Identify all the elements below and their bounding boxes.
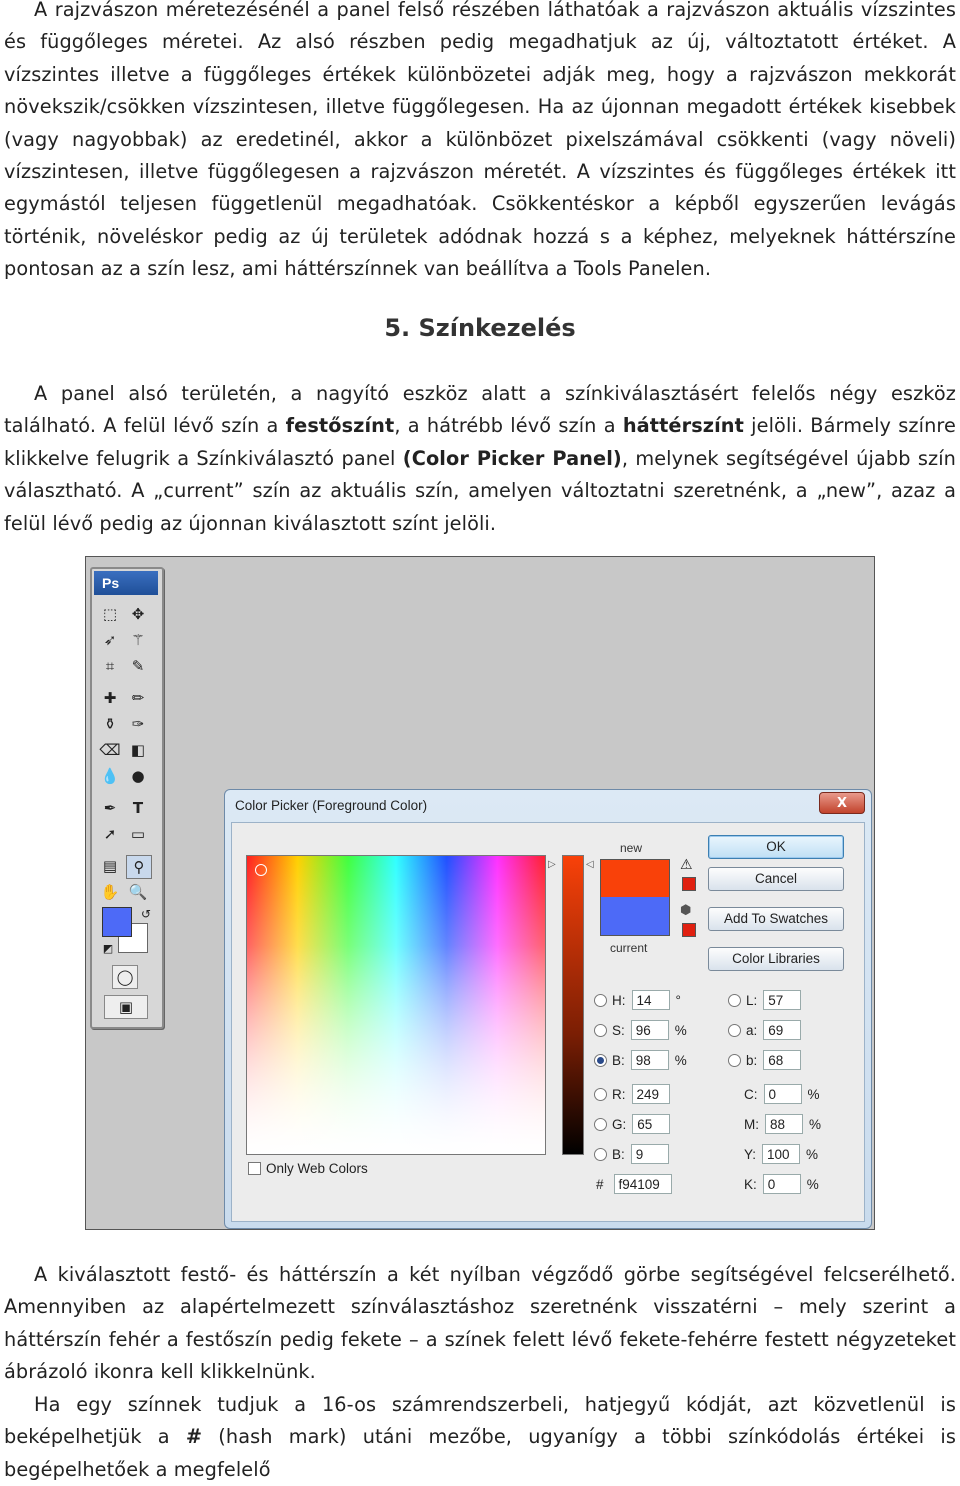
stamp-icon[interactable]: ⚱: [103, 715, 117, 733]
section-heading: 5. Színkezelés: [384, 314, 576, 342]
shape-icon[interactable]: ▭: [130, 825, 146, 843]
black-row: K: 0 %: [744, 1173, 819, 1195]
magenta-input[interactable]: 88: [765, 1114, 803, 1134]
hex-paragraph: Ha egy színnek tudjuk a 16-os számrendszerbeli, hatjegyű kódját, azt közvetlenül is beképelhetjük a # (hash mark) utáni mezőbe, ugyanígy a többi színkódolás értékei is begépelhetőek a megfelelő: [4, 1393, 956, 1481]
zoom-icon[interactable]: 🔍: [128, 883, 148, 901]
quick-mask-icon[interactable]: ◯: [112, 965, 138, 989]
a-radio[interactable]: [728, 1024, 741, 1037]
healing-icon[interactable]: ✚: [103, 689, 117, 707]
current-color-swatch[interactable]: [600, 897, 670, 936]
dialog-title: Color Picker (Foreground Color): [235, 798, 428, 813]
cyan-row: C: 0 %: [744, 1083, 820, 1105]
color-paragraph: A panel alsó területén, a nagyító eszköz alatt a színkiválasztásért felelős négy eszköz található. A felül lévő szín a festőszínt, a hátrébb lévő szín a háttérszínt jelöli. Bármely színre klikkelve felugrik a Színkiválasztó panel (Color Picker Panel), melynek segítségével újabb szín választható. A „current” szín az aktuális szín, amelyen változtatni szeretnénk, a „new”, azaz a felül lévő pedig az újonnan kiválasztott színt jelöli.: [4, 382, 956, 535]
default-colors-icon[interactable]: ◩: [102, 941, 114, 955]
swap-colors-icon[interactable]: ↺: [140, 907, 152, 921]
hex-row: [596, 1173, 672, 1195]
red-input[interactable]: 249: [632, 1084, 670, 1104]
a-row: a: 69: [728, 1019, 801, 1041]
gamut-warning-icon[interactable]: ⚠: [680, 857, 693, 873]
color-picker-term: (Color Picker Panel): [402, 446, 622, 470]
hue-input[interactable]: 14: [632, 990, 670, 1010]
black-input[interactable]: 0: [763, 1174, 801, 1194]
yellow-row: Y: 100 %: [744, 1143, 818, 1165]
intro-paragraph: A rajzvászon méretezésénél a panel felső részében láthatóak a rajzvászon aktuális vízszintes és függőleges méretei. Az alsó részben pedig megadhatjuk az új, változtatott értéket. A vízszintes illetve a függőleges értékek különbözetei adják meg, hogy a rajzvászon mekkorát növekszik/csökken vízszintesen, illetve függőlegesen. Ha az újonnan megadott értékek kisebbek (vagy nagyobbak) az eredetinél, akkor a különbözet pixelszámával csökkenti (vagy növeli) vízszintesen, illetve függőlegesen a rajzvászon méretét. A vízszintes és függőleges értékek itt egymástól teljesen függetlenül megadhatóak. Csökkentéskor a képből egyszerűen levágás történik, növeléskor pedig az új területek adódnak hozzá s a képhez, melyeknek háttérszíne pontosan az a szín lesz, ami háttérszínnek van beállítva a Tools Panelen.: [4, 0, 956, 281]
magic-wand-icon[interactable]: ⚚: [131, 631, 145, 649]
b-row: b: 68: [728, 1049, 801, 1071]
hue-row: H: 14 °: [594, 989, 681, 1011]
slider-arrow-right-icon[interactable]: ◁: [586, 859, 594, 870]
slice-icon[interactable]: ✎: [131, 657, 145, 675]
lightness-row: L: 57: [728, 989, 801, 1011]
hand-icon[interactable]: ✋: [100, 883, 120, 901]
magenta-row: M: 88 %: [744, 1113, 821, 1135]
web-colors-checkbox[interactable]: [248, 1162, 261, 1175]
pen-icon[interactable]: ✒: [103, 799, 117, 817]
path-select-icon[interactable]: ➚: [103, 825, 117, 843]
web-colors-label: Only Web Colors: [266, 1161, 368, 1176]
photoshop-logo: Ps: [94, 571, 158, 595]
green-row: G: 65: [594, 1113, 670, 1135]
dialog-body: [231, 822, 865, 1222]
hex-input[interactable]: f94109: [614, 1174, 672, 1194]
hue-slider[interactable]: [562, 855, 584, 1155]
color-libraries-button[interactable]: Color Libraries: [708, 947, 844, 971]
red-row: R: 249: [594, 1083, 670, 1105]
gamut-swatch[interactable]: [682, 877, 696, 891]
current-label: current: [610, 941, 648, 955]
blue-radio[interactable]: [594, 1148, 607, 1161]
green-radio[interactable]: [594, 1118, 607, 1131]
notes-icon[interactable]: ▤: [102, 857, 118, 875]
marquee-icon[interactable]: ⬚: [102, 605, 118, 623]
slider-arrow-left-icon[interactable]: ▷: [548, 859, 556, 870]
blue-input[interactable]: 9: [631, 1144, 669, 1164]
lab-b-input[interactable]: 68: [763, 1050, 801, 1070]
tools-panel: [90, 567, 164, 1029]
brightness-radio[interactable]: [594, 1054, 607, 1067]
lab-b-radio[interactable]: [728, 1054, 741, 1067]
hue-radio[interactable]: [594, 994, 607, 1007]
blur-icon[interactable]: 💧: [100, 767, 120, 785]
brightness-input[interactable]: 98: [631, 1050, 669, 1070]
type-icon[interactable]: T: [132, 799, 144, 817]
brightness-row: B: 98 %: [594, 1049, 687, 1071]
color-field[interactable]: [246, 855, 546, 1155]
swap-paragraph: A kiválasztott festő- és háttérszín a két nyílban végződő görbe segítségével felcserélhető. Amennyiben az alapértelmezett színválasztáshoz szeretnénk visszatérni – mely szerint a háttérszín fehér a festőszín pedig fekete – a színek felett lévő fekete-fehérre festett négyzeteket ábrázoló ikonra kell klikkelnünk.: [4, 1263, 956, 1384]
screenshot-figure: [85, 556, 875, 1230]
lightness-input[interactable]: 57: [763, 990, 801, 1010]
cyan-input[interactable]: 0: [764, 1084, 802, 1104]
a-input[interactable]: 69: [763, 1020, 801, 1040]
lightness-radio[interactable]: [728, 994, 741, 1007]
screen-mode-icon[interactable]: ▣: [104, 995, 148, 1019]
blue-row: B: 9: [594, 1143, 669, 1165]
brush-icon[interactable]: ✏: [131, 689, 145, 707]
hash-label: #: [596, 1176, 604, 1192]
saturation-input[interactable]: 96: [631, 1020, 669, 1040]
foreground-term: festőszínt: [285, 414, 395, 438]
close-button[interactable]: X: [819, 792, 865, 814]
crop-icon[interactable]: ⌗: [105, 657, 115, 675]
cancel-button[interactable]: Cancel: [708, 867, 844, 891]
eyedropper-icon[interactable]: ⚲: [126, 855, 152, 879]
saturation-row: S: 96 %: [594, 1019, 687, 1041]
ok-button[interactable]: OK: [708, 835, 844, 859]
red-radio[interactable]: [594, 1088, 607, 1101]
yellow-input[interactable]: 100: [762, 1144, 800, 1164]
foreground-color-swatch[interactable]: [102, 907, 132, 937]
add-to-swatches-button[interactable]: Add To Swatches: [708, 907, 844, 931]
lasso-icon[interactable]: ➶: [103, 631, 117, 649]
move-icon[interactable]: ✥: [131, 605, 145, 623]
new-color-swatch: [600, 859, 670, 898]
saturation-radio[interactable]: [594, 1024, 607, 1037]
color-picker-dialog: [224, 789, 872, 1229]
dodge-icon[interactable]: ●: [131, 767, 145, 785]
web-safe-swatch[interactable]: [682, 923, 696, 937]
web-colors-option[interactable]: [248, 1161, 368, 1176]
green-input[interactable]: 65: [632, 1114, 670, 1134]
background-term: háttérszínt: [622, 414, 744, 438]
new-label: new: [620, 841, 643, 855]
gradient-icon[interactable]: ◧: [130, 741, 146, 759]
eraser-icon[interactable]: ⌫: [99, 741, 121, 759]
web-safe-cube-icon[interactable]: ⬢: [680, 903, 692, 918]
history-brush-icon[interactable]: ✑: [131, 715, 145, 733]
color-field-cursor[interactable]: [255, 864, 267, 876]
